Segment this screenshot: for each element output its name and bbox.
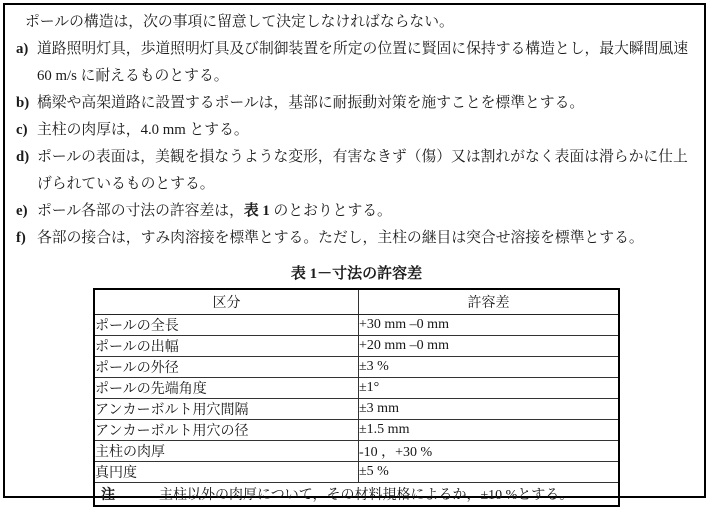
table-row <box>94 315 619 336</box>
table-row <box>94 441 619 462</box>
list-item-f <box>15 225 694 252</box>
cell-category: アンカーボルト用穴間隔 <box>94 399 359 420</box>
list-item-c <box>15 117 694 144</box>
cell-category: 真円度 <box>94 462 359 483</box>
table-title: 表 1－寸法の許容差 <box>290 266 423 282</box>
item-text: 道路照明灯具，歩道照明灯具及び制御装置を所定の位置に賢固に保持する構造とし，最大瞬間風速 60 m/s に耐えるものとする。 <box>37 41 689 84</box>
list-item-e <box>15 198 694 225</box>
table-reference: 表 1 <box>243 203 270 219</box>
cell-tolerance: +20 mm –0 mm <box>359 336 620 357</box>
item-label: e) <box>16 203 28 219</box>
item-text: 橋梁や高架道路に設置するポールは，基部に耐振動対策を施すことを標準とする。 <box>37 95 585 111</box>
list-item-a <box>15 36 694 90</box>
table-row <box>94 357 619 378</box>
list-item-b <box>15 90 694 117</box>
cell-category: アンカーボルト用穴の径 <box>94 420 359 441</box>
list-item-d <box>15 144 694 198</box>
table-row <box>94 462 619 483</box>
intro-paragraph: ポールの構造は，次の事項に留意して決定しなければならない。 <box>25 14 454 30</box>
item-label: b) <box>16 95 30 111</box>
item-text <box>37 198 694 225</box>
cell-category: ポールの全長 <box>94 315 359 336</box>
cell-tolerance: -10 ，+30 % <box>359 441 620 462</box>
cell-category: 主柱の肉厚 <box>94 441 359 462</box>
cell-category: ポールの先端角度 <box>94 378 359 399</box>
cell-tolerance: +30 mm –0 mm <box>359 315 620 336</box>
note-row <box>94 483 619 507</box>
item-label: a) <box>16 41 29 57</box>
item-label: c) <box>16 122 28 138</box>
header-cell-tolerance: 許容差 <box>359 289 620 315</box>
table-row <box>94 420 619 441</box>
tolerance-table <box>93 288 620 507</box>
item-text-before: ポール各部の寸法の許容差は， <box>37 203 244 219</box>
header-cell-category: 区分 <box>94 289 359 315</box>
table-header-row <box>94 289 619 315</box>
cell-tolerance: ±5 % <box>359 462 620 483</box>
cell-category: ポールの外径 <box>94 357 359 378</box>
item-text: 各部の接合は，すみ肉溶接を標準とする。ただし，主柱の継目は突合せ溶接を標準とする。 <box>37 230 644 246</box>
item-text: ポールの表面は，美観を損なうような変形，有害なきず（傷）又は割れがなく表面は滑らかに仕上げられているものとする。 <box>37 149 688 192</box>
note-label: 注 <box>101 488 115 503</box>
item-label: d) <box>16 149 30 165</box>
item-text-after: のとおりとする。 <box>269 203 392 219</box>
cell-tolerance: ±1° <box>359 378 620 399</box>
table-row <box>94 399 619 420</box>
cell-category: ポールの出幅 <box>94 336 359 357</box>
table-row <box>94 336 619 357</box>
item-text: 主柱の肉厚は，4.0 mm とする。 <box>37 122 249 138</box>
document-page <box>3 3 706 503</box>
note-text: 主柱以外の肉厚について，その材料規格によるか，±10 %とする。 <box>159 488 574 503</box>
table-row <box>94 378 619 399</box>
cell-tolerance: ±3 % <box>359 357 620 378</box>
note-cell <box>94 483 619 507</box>
cell-tolerance: ±1.5 mm <box>359 420 620 441</box>
cell-tolerance: ±3 mm <box>359 399 620 420</box>
item-label: f) <box>16 230 26 246</box>
